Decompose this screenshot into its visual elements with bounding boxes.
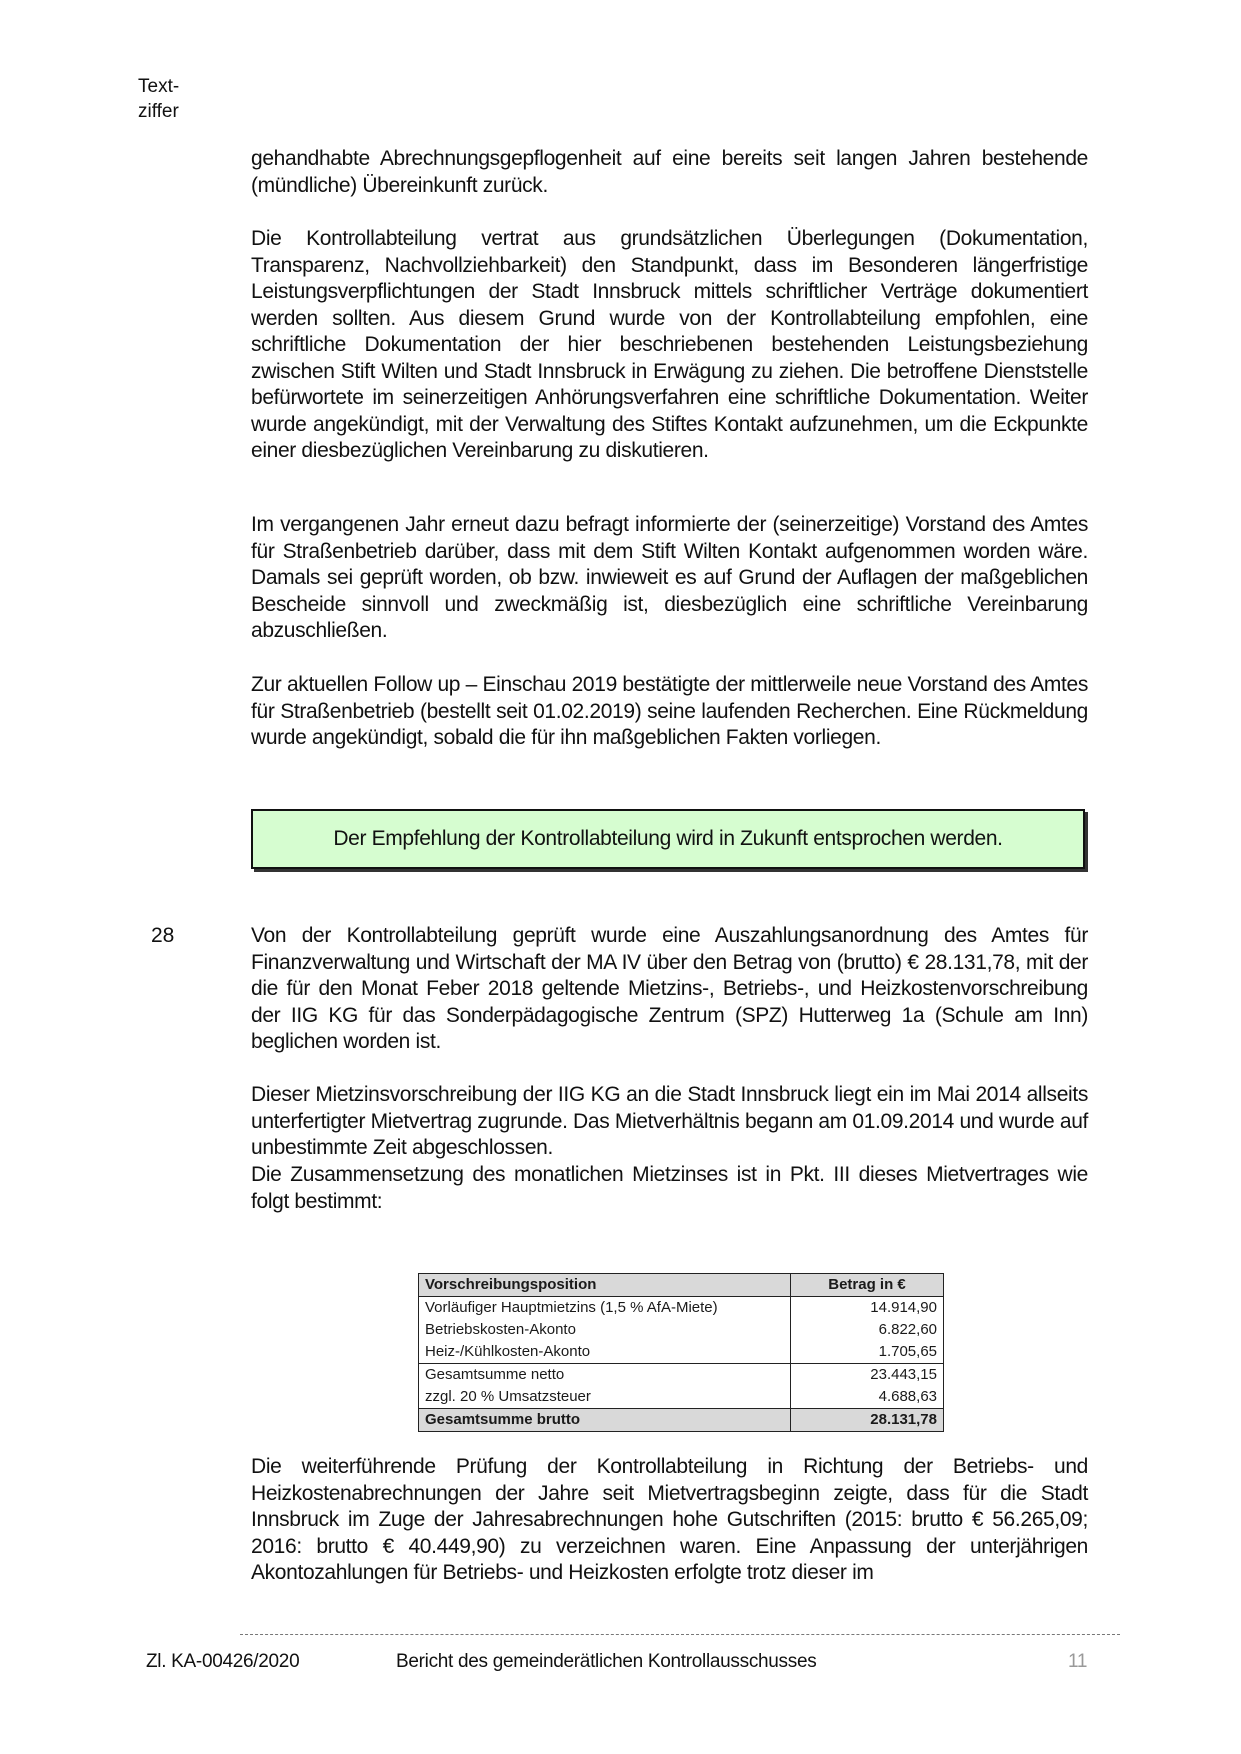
table-row bbox=[419, 1386, 944, 1409]
row-amount: 6.822,60 bbox=[791, 1319, 944, 1341]
header-amount: Betrag in € bbox=[791, 1274, 944, 1297]
section-28-paragraph-1 bbox=[251, 923, 1088, 1056]
footer-divider bbox=[240, 1634, 1120, 1635]
row-amount: 14.914,90 bbox=[791, 1297, 944, 1320]
paragraph-recommendation-background bbox=[251, 226, 1088, 465]
total-amount: 28.131,78 bbox=[791, 1409, 944, 1432]
paragraph: Zur aktuellen Follow up – Einschau 2019 bestätigte der mittlerweile neue Vorstand des Amtes für Straßenbetrieb (bestellt seit 01.02.2019) seine laufenden Recherchen. Eine Rückmeldung wurde angekündigt, sobald die für ihn maßgeblichen Fakten vorliegen. bbox=[251, 673, 1088, 749]
footer-document-id: Zl. KA-00426/2020 bbox=[146, 1651, 300, 1672]
paragraph-continuation bbox=[251, 146, 1088, 199]
row-label: Heiz-/Kühlkosten-Akonto bbox=[425, 1343, 591, 1360]
paragraph: Im vergangenen Jahr erneut dazu befragt informierte der (seinerzeitige) Vorstand des Amtes für Straßenbetrieb darüber, dass mit dem Stift Wilten Kontakt aufgenommen worden wäre. Damals sei geprüft worden, ob bzw. inwieweit es auf Grund der Auflagen der maßgeblichen Bescheide sinnvoll und zweckmäßig ist, diesbezüglich eine schriftliche Vereinbarung abzuschließen. bbox=[251, 513, 1088, 642]
section-28-paragraph-3 bbox=[251, 1162, 1088, 1215]
paragraph: Dieser Mietzinsvorschreibung der IIG KG an die Stadt Innsbruck liegt ein im Mai 2014 allseits unterfertigter Mietvertrag zugrunde. Das Mietverhältnis begann am 01.09.2014 und wurde auf unbestimmte Zeit abgeschlossen. bbox=[251, 1083, 1089, 1159]
paragraph: gehandhabte Abrechnungsgepflogenheit auf eine bereits seit langen Jahren bestehende (mündliche) Übereinkunft zurück. bbox=[251, 147, 1088, 197]
recommendation-text: Der Empfehlung der Kontrollabteilung wird in Zukunft entsprochen werden. bbox=[333, 827, 1003, 850]
recommendation-box bbox=[251, 809, 1085, 869]
row-amount: 23.443,15 bbox=[791, 1364, 944, 1387]
table-row bbox=[419, 1364, 944, 1387]
row-label: zzgl. 20 % Umsatzsteuer bbox=[425, 1388, 591, 1405]
table-row bbox=[419, 1341, 944, 1364]
paragraph: Die weiterführende Prüfung der Kontrollabteilung in Richtung der Betriebs- und Heizkostenabrechnungen der Jahre seit Mietvertragsbeginn zeigte, dass für die Stadt Innsbruck im Zuge der Jahresabrechnungen hohe Gutschriften (2015: brutto € 56.265,09; 2016: brutto € 40.449,90) zu verzeichnen waren. Eine Anpassung der unterjährigen Akontozahlungen für Betriebs- und Heizkosten erfolgte trotz dieser im bbox=[251, 1455, 1088, 1584]
row-label: Betriebskosten-Akonto bbox=[425, 1321, 576, 1338]
margin-label-textziffer bbox=[138, 74, 179, 124]
row-amount: 1.705,65 bbox=[791, 1341, 944, 1364]
paragraph: Die Zusammensetzung des monatlichen Mietzinses ist in Pkt. III dieses Mietvertrages wie folgt bestimmt: bbox=[251, 1163, 1088, 1213]
rent-composition-table bbox=[418, 1273, 944, 1432]
header-position: Vorschreibungsposition bbox=[419, 1274, 791, 1297]
section-number: 28 bbox=[151, 924, 175, 947]
paragraph: Die Kontrollabteilung vertrat aus grundsätzlichen Überlegungen (Dokumentation, Transparenz, Nachvollziehbarkeit) den Standpunkt, dass im Besonderen längerfristige Leistungsverpflichtungen der Stadt Innsbruck mittels schriftlicher Verträge dokumentiert werden sollten. Aus diesem Grund wurde von der Kontrollabteilung empfohlen, eine schriftliche Dokumentation der hier beschriebenen bestehenden Leistungsbeziehung zwischen Stift Wilten und Stadt Innsbruck in Erwägung zu ziehen. Die betroffene Dienststelle befürwortete im seinerzeitigen Anhörungsverfahren eine schriftliche Dokumentation. Weiter wurde angekündigt, mit der Verwaltung des Stiftes Kontakt aufzunehmen, um die Eckpunkte einer diesbezüglichen Vereinbarung zu diskutieren. bbox=[251, 227, 1088, 462]
row-label: Vorläufiger Hauptmietzins (1,5 % AfA-Miete) bbox=[425, 1299, 718, 1316]
table-row bbox=[419, 1297, 944, 1320]
row-amount: 4.688,63 bbox=[791, 1386, 944, 1409]
table-total-row bbox=[419, 1409, 944, 1432]
paragraph-follow-up bbox=[251, 672, 1088, 752]
section-28-paragraph-2 bbox=[251, 1082, 1088, 1162]
row-label: Gesamtsumme netto bbox=[419, 1364, 791, 1387]
margin-label-line2: ziffer bbox=[138, 101, 179, 122]
paragraph: Von der Kontrollabteilung geprüft wurde eine Auszahlungsanordnung des Amtes für Finanzverwaltung und Wirtschaft der MA IV über den Betrag von (brutto) € 28.131,78, mit der die für den Monat Feber 2018 geltende Mietzins-, Betriebs-, und Heizkostenvorschreibung der IIG KG für das Sonderpädagogische Zentrum (SPZ) Hutterweg 1a (Schule am Inn) beglichen worden ist. bbox=[251, 924, 1088, 1053]
table-header-row bbox=[419, 1274, 944, 1297]
footer-report-title: Bericht des gemeinderätlichen Kontrollausschusses bbox=[396, 1651, 817, 1672]
section-28-closing-paragraph bbox=[251, 1454, 1088, 1587]
table-row bbox=[419, 1319, 944, 1341]
paragraph-previous-year bbox=[251, 512, 1088, 645]
margin-label-line1: Text- bbox=[138, 76, 180, 97]
total-label: Gesamtsumme brutto bbox=[419, 1409, 791, 1432]
footer-page-number: 11 bbox=[1068, 1651, 1088, 1672]
